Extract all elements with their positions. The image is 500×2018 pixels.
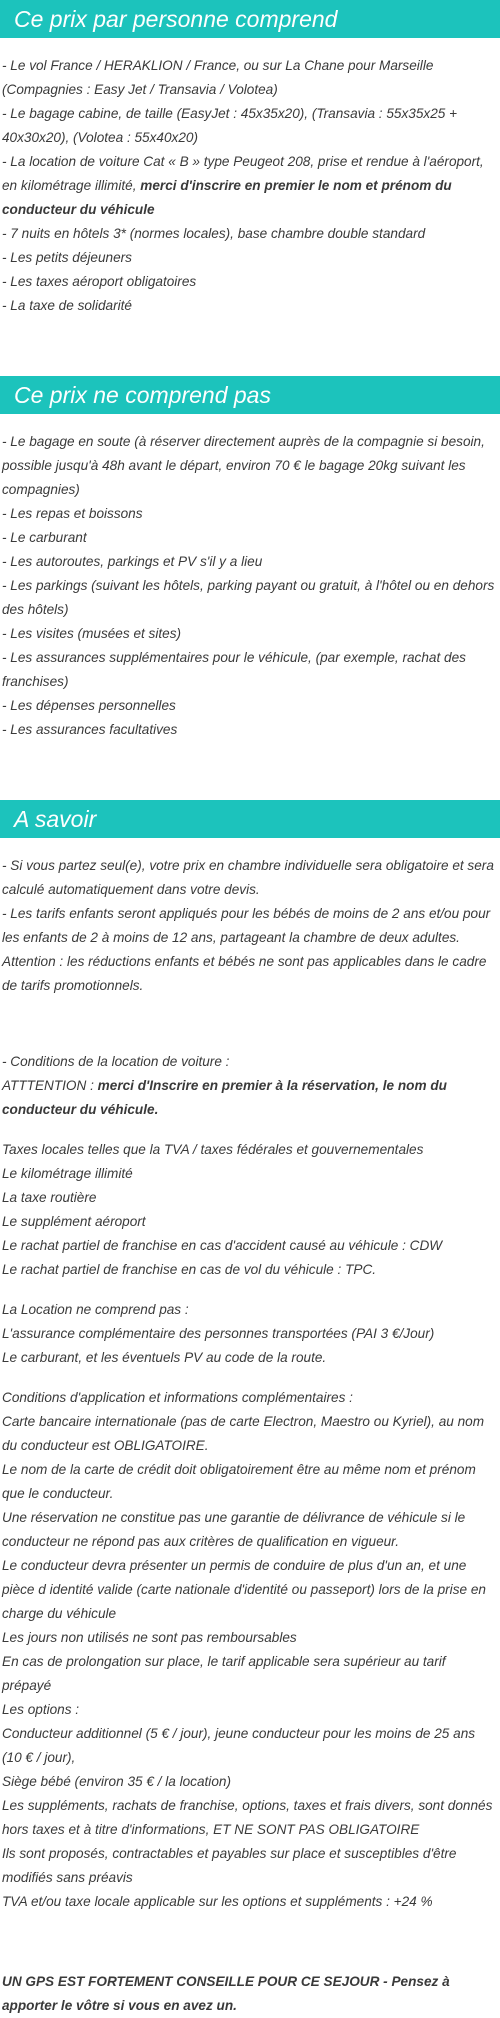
conditions-line: Les options :: [2, 1702, 80, 1717]
list-item: - La taxe de solidarité: [2, 298, 132, 313]
included-line: La taxe routière: [2, 1190, 97, 1205]
conditions-line: TVA et/ou taxe locale applicable sur les options et suppléments : +24 %: [2, 1894, 433, 1909]
list-item: - Les assurances facultatives: [2, 722, 178, 737]
info-block: [0, 854, 500, 2018]
car-rental-text: - La location de voiture Cat « B » type Peugeot 208, prise et rendue à l'aéroport, en kilométrage illimité,: [2, 154, 484, 193]
list-item: - Les petits déjeuners: [2, 250, 132, 265]
list-item: - Les assurances supplémentaires pour le véhicule, (par exemple, rachat des franchises): [2, 650, 466, 689]
conditions-line: Ils sont proposés, contractables et payables sur place et susceptibles d'être modifiés sans préavis: [2, 1846, 457, 1885]
car-rental-bold: merci d'inscrire en premier le nom et prénom du conducteur du véhicule: [2, 178, 452, 217]
included-line: Le rachat partiel de franchise en cas de vol du véhicule : TPC.: [2, 1262, 377, 1277]
included-line: Taxes locales telles que la TVA / taxes fédérales et gouvernementales: [2, 1142, 424, 1157]
included-line: Le supplément aéroport: [2, 1214, 146, 1229]
list-item: - Les visites (musées et sites): [2, 626, 182, 641]
conditions-line: Carte bancaire internationale (pas de carte Electron, Maestro ou Kyriel), au nom du conducteur est OBLIGATOIRE.: [2, 1414, 485, 1453]
included-line: Le kilométrage illimité: [2, 1166, 133, 1181]
section-title-excludes: Ce prix ne comprend pas: [0, 376, 500, 414]
list-item: - Les repas et boissons: [2, 506, 143, 521]
list-item: - Les dépenses personnelles: [2, 698, 176, 713]
included-line: Le rachat partiel de franchise en cas d'accident causé au véhicule : CDW: [2, 1238, 443, 1253]
attention-label: ATTTENTION :: [2, 1078, 94, 1093]
conditions-line: Le nom de la carte de crédit doit obligatoirement être au même nom et prénom que le conducteur.: [2, 1462, 476, 1501]
info-line: Attention : les réductions enfants et bébés ne sont pas applicables dans le cadre de tarifs promotionnels.: [2, 954, 487, 993]
includes-list: [0, 54, 500, 318]
not-included-line: La Location ne comprend pas :: [2, 1302, 189, 1317]
list-item: - Les autoroutes, parkings et PV s'il y a lieu: [2, 554, 263, 569]
section-title-info: A savoir: [0, 800, 500, 838]
list-item: - Le bagage cabine, de taille (EasyJet : 45x35x20), (Transavia : 55x35x25 + 40x30x20), (Volotea : 55x40x20): [2, 106, 458, 145]
not-included-line: Le carburant, et les éventuels PV au code de la route.: [2, 1350, 327, 1365]
info-line: - Si vous partez seul(e), votre prix en chambre individuelle sera obligatoire et sera calculé automatiquement dans votre devis.: [2, 858, 494, 897]
conditions-line: Siège bébé (environ 35 € / la location): [2, 1774, 231, 1789]
list-item: - Les parkings (suivant les hôtels, parking payant ou gratuit, à l'hôtel ou en dehors des hôtels): [2, 578, 495, 617]
conditions-line: Les jours non utilisés ne sont pas remboursables: [2, 1630, 297, 1645]
section-title-includes: Ce prix par personne comprend: [0, 0, 500, 38]
attention-bold: merci d'Inscrire en premier à la réservation, le nom du conducteur du véhicule.: [2, 1078, 447, 1117]
list-item-car-rental: [2, 150, 498, 222]
gps-note: UN GPS EST FORTEMENT CONSEILLE POUR CE SEJOUR - Pensez à apporter le vôtre si vous en avez un.: [2, 1974, 450, 2013]
excludes-list: [0, 430, 500, 742]
conditions-line: Le conducteur devra présenter un permis de conduire de plus d'un an, et une pièce d identité valide (carte nationale d'identité ou passeport) lors de la prise en charge du véhicule: [2, 1558, 486, 1621]
conditions-line: Conditions d'application et informations complémentaires :: [2, 1390, 353, 1405]
conditions-line: Une réservation ne constitue pas une garantie de délivrance de véhicule si le conducteur ne répond pas aux critères de qualification en vigueur.: [2, 1510, 466, 1549]
attention-line: [2, 1074, 498, 1122]
conditions-line: Les suppléments, rachats de franchise, options, taxes et frais divers, sont donnés hors taxes et à titre d'informations, ET NE SONT PAS OBLIGATOIRE: [2, 1798, 493, 1837]
list-item: - Le bagage en soute (à réserver directement auprès de la compagnie si besoin, possible jusqu'à 48h avant le départ, environ 70 € le bagage 20kg suivant les compagnies): [2, 434, 485, 497]
car-conditions-title: - Conditions de la location de voiture :: [2, 1054, 230, 1069]
not-included-line: L'assurance complémentaire des personnes transportées (PAI 3 €/Jour): [2, 1326, 435, 1341]
info-line: - Les tarifs enfants seront appliqués pour les bébés de moins de 2 ans et/ou pour les enfants de 2 à moins de 12 ans, partageant la chambre de deux adultes.: [2, 906, 491, 945]
list-item: - 7 nuits en hôtels 3* (normes locales), base chambre double standard: [2, 226, 426, 241]
conditions-line: En cas de prolongation sur place, le tarif applicable sera supérieur au tarif prépayé: [2, 1654, 446, 1693]
list-item: - Le carburant: [2, 530, 87, 545]
list-item: - Les taxes aéroport obligatoires: [2, 274, 197, 289]
list-item: - Le vol France / HERAKLION / France, ou sur La Chane pour Marseille (Compagnies : Easy Jet / Transavia / Volotea): [2, 58, 434, 97]
conditions-line: Conducteur additionnel (5 € / jour), jeune conducteur pour les moins de 25 ans (10 € / jour),: [2, 1726, 476, 1765]
